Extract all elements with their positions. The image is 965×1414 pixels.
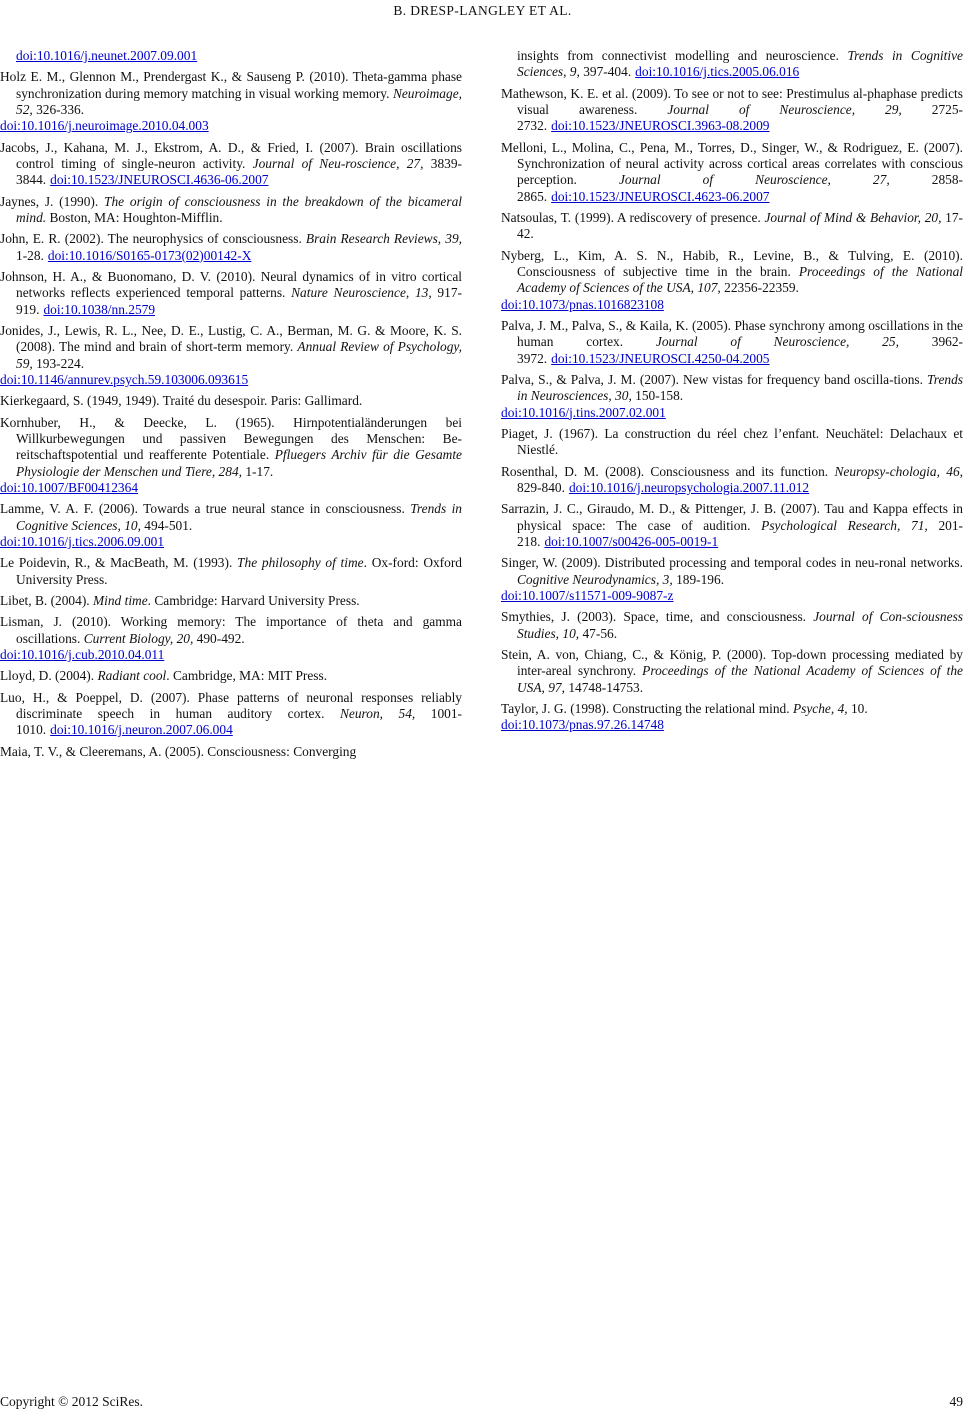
reference-italic-text: Nature Neuroscience, 13, bbox=[291, 285, 432, 301]
reference-text: 494-501. bbox=[140, 517, 193, 533]
reference-text: Kierkegaard, S. (1949, 1949). Traité du desespoir. Paris: Gallimard. bbox=[0, 393, 363, 409]
doi-link[interactable]: doi:10.1073/pnas.97.26.14748 bbox=[501, 717, 664, 733]
reference-entry bbox=[0, 501, 462, 550]
doi-link[interactable]: doi:10.1016/j.neuropsychologia.2007.11.012 bbox=[568, 479, 810, 495]
reference-text: Palva, S., & Palva, J. M. (2007). New vistas for frequency band oscilla-tions. bbox=[501, 371, 928, 387]
reference-text: Smythies, J. (2003). Space, time, and consciousness. bbox=[501, 609, 814, 625]
reference-text: Le Poidevin, R., & MacBeath, M. (1993). bbox=[0, 555, 238, 571]
reference-entry bbox=[0, 48, 462, 64]
reference-entry bbox=[0, 744, 462, 760]
reference-text: insights from connectivist modelling and neuroscience. bbox=[517, 48, 848, 63]
reference-text: Piaget, J. (1967). La construction du réel chez l’enfant. Neuchätel: Delachaux et Niestlé. bbox=[501, 425, 963, 458]
reference-text: Singer, W. (2009). Distributed processing and temporal codes in neu-ronal networks. bbox=[501, 555, 963, 571]
reference-text: Melloni, L., Molina, C., Pena, M., Torres, D., Singer, W., & Rodriguez, E. (2007). Synchronization of neural activity across cortical areas correlates with conscious perception. bbox=[501, 139, 963, 188]
reference-text: 201-218. bbox=[517, 517, 963, 549]
reference-italic-text: Neuropsy-chologia, 46, bbox=[834, 463, 963, 479]
reference-text: Johnson, H. A., & Buonomano, D. V. (2010). Neural dynamics of in vitro cortical networks reflects experienced temporal patterns. bbox=[0, 269, 462, 301]
reference-text: John, E. R. (2002). The neurophysics of consciousness. bbox=[0, 231, 306, 247]
reference-italic-text: The philosophy of time bbox=[237, 555, 364, 571]
reference-entry bbox=[0, 231, 462, 264]
reference-text: Mathewson, K. E. et al. (2009). To see or not to see: Prestimulus al-phaphase predicts visual awareness. bbox=[501, 85, 963, 117]
reference-entry bbox=[0, 69, 462, 134]
reference-italic-text: Annual Review of Psychology, 59, bbox=[16, 339, 462, 371]
reference-text: Kornhuber, H., & Deecke, L. (1965). Hirnpotentialänderungen bei Willkurbewegungen und passiven Bewegungen des Menschen: Be-reitschaftspotential und reafferente Potentiale. bbox=[0, 414, 462, 463]
reference-entry bbox=[501, 609, 963, 642]
reference-text: Natsoulas, T. (1999). A rediscovery of presence. bbox=[501, 209, 765, 225]
reference-text: Lisman, J. (2010). Working memory: The importance of theta and gamma oscillations. bbox=[0, 614, 462, 646]
reference-italic-text: Journal of Neu-roscience, 27, bbox=[252, 155, 424, 171]
reference-entry bbox=[0, 668, 462, 684]
reference-text: 326-336. bbox=[32, 101, 85, 117]
doi-link[interactable]: doi:10.1016/j.neuroimage.2010.04.003 bbox=[0, 118, 209, 134]
doi-link[interactable]: doi:10.1523/JNEUROSCI.4636-06.2007 bbox=[50, 172, 269, 188]
reference-italic-text: Psychological Research, 71, bbox=[761, 517, 928, 533]
reference-text: 2725-2732. bbox=[517, 101, 963, 134]
doi-link[interactable]: doi:10.1523/JNEUROSCI.4250-04.2005 bbox=[551, 350, 770, 366]
reference-italic-text: Mind time bbox=[92, 592, 148, 608]
reference-italic-text: Pfluegers Archiv für die Gesamte Physiologie der Menschen und Tiere, 284, bbox=[16, 447, 462, 479]
reference-entry bbox=[501, 555, 963, 604]
reference-italic-text: Trends in Cognitive Sciences, 10, bbox=[16, 501, 462, 533]
reference-entry bbox=[501, 701, 963, 734]
reference-italic-text: Proceedings of the National Academy of Sciences of the USA, 97, bbox=[517, 663, 964, 695]
doi-link[interactable]: doi:10.1007/s11571-009-9087-z bbox=[501, 587, 674, 603]
reference-text: . Cambridge, MA: MIT Press. bbox=[166, 668, 328, 684]
right-column bbox=[501, 48, 963, 739]
left-column bbox=[0, 48, 462, 765]
reference-entry bbox=[501, 140, 963, 205]
reference-text: Jonides, J., Lewis, R. L., Nee, D. E., Lustig, C. A., Berman, M. G. & Moore, K. S. (2008). The mind and brain of short-term memory. bbox=[0, 323, 462, 355]
running-header: B. DRESP-LANGLEY ET AL. bbox=[393, 3, 572, 18]
doi-link[interactable]: doi:10.1016/j.neunet.2007.09.001 bbox=[16, 48, 198, 63]
reference-text: Libet, B. (2004). bbox=[0, 592, 93, 608]
reference-text: 1-28. bbox=[16, 247, 44, 263]
doi-link[interactable]: doi:10.1016/j.cub.2010.04.011 bbox=[0, 646, 165, 662]
doi-link[interactable]: doi:10.1016/j.tics.2006.09.001 bbox=[0, 533, 165, 549]
reference-entry bbox=[0, 690, 462, 739]
reference-text: Jacobs, J., Kahana, M. J., Ekstrom, A. D., & Fried, I. (2007). Brain oscillations control timing of single-neuron activity. bbox=[0, 139, 462, 171]
doi-link[interactable]: doi:10.1523/JNEUROSCI.4623-06.2007 bbox=[551, 188, 770, 204]
reference-italic-text: Brain Research Reviews, 39, bbox=[305, 231, 462, 247]
reference-entry bbox=[501, 318, 963, 367]
doi-link[interactable]: doi:10.1523/JNEUROSCI.3963-08.2009 bbox=[551, 118, 770, 134]
reference-italic-text: Journal of Neuroscience, 29, bbox=[667, 101, 902, 117]
reference-entry bbox=[501, 48, 963, 81]
reference-entry bbox=[501, 501, 963, 550]
reference-italic-text: Radiant cool bbox=[97, 668, 167, 684]
reference-entry bbox=[501, 464, 963, 497]
reference-text: 17-42. bbox=[517, 209, 963, 242]
reference-entry bbox=[501, 372, 963, 421]
reference-text: . Ox-ford: Oxford University Press. bbox=[16, 555, 462, 587]
reference-entry bbox=[0, 323, 462, 388]
reference-entry bbox=[0, 393, 462, 409]
reference-text: 1-17. bbox=[242, 463, 274, 479]
reference-text: 47-56. bbox=[579, 625, 618, 641]
reference-entry bbox=[501, 210, 963, 243]
reference-text: 14748-14753. bbox=[564, 679, 644, 695]
reference-text: Taylor, J. G. (1998). Constructing the relational mind. bbox=[501, 700, 793, 716]
reference-text: 189-196. bbox=[672, 571, 725, 587]
page-number: 49 bbox=[949, 1394, 963, 1409]
reference-entry bbox=[0, 415, 462, 496]
reference-text: Rosenthal, D. M. (2008). Consciousness and its function. bbox=[501, 463, 835, 479]
doi-link[interactable]: doi:10.1146/annurev.psych.59.103006.093615 bbox=[0, 371, 249, 387]
reference-text: 150-158. bbox=[631, 388, 684, 404]
reference-text: 3962-3972. bbox=[517, 334, 963, 366]
reference-text: 22356-22359. bbox=[720, 280, 799, 296]
reference-entry bbox=[0, 593, 462, 609]
reference-entry bbox=[0, 269, 462, 318]
doi-link[interactable]: doi:10.1016/S0165-0173(02)00142-X bbox=[47, 247, 252, 263]
doi-link[interactable]: doi:10.1073/pnas.1016823108 bbox=[501, 296, 664, 312]
reference-text: Palva, J. M., Palva, S., & Kaila, K. (2005). Phase synchrony among oscillations in the human cortex. bbox=[501, 317, 963, 350]
reference-entry bbox=[0, 555, 462, 588]
reference-text: Holz E. M., Glennon M., Prendergast K., & Sauseng P. (2010). Theta-gamma phase synchronization during memory matching in visual working memory. bbox=[0, 69, 462, 101]
reference-italic-text: Current Biology, 20, bbox=[83, 630, 194, 646]
reference-entry bbox=[501, 248, 963, 313]
reference-text: Jaynes, J. (1990). bbox=[0, 193, 104, 209]
reference-italic-text: Neuron, 54, bbox=[339, 706, 416, 721]
reference-italic-text: Journal of Neuroscience, 27, bbox=[618, 172, 890, 188]
reference-entry bbox=[0, 194, 462, 227]
reference-text: 490-492. bbox=[193, 630, 245, 646]
reference-text: Boston, MA: Houghton-Mifflin. bbox=[46, 209, 223, 225]
reference-text: Stein, A. von, Chiang, C., & König, P. (2000). Top-down processing mediated by inter-areal synchrony. bbox=[501, 646, 963, 679]
reference-text: Nyberg, L., Kim, A. S. N., Habib, R., Levine, B., & Tulving, E. (2010). Consciousness of subjective time in the brain. bbox=[501, 247, 963, 279]
reference-italic-text: Journal of Con-sciousness Studies, 10, bbox=[517, 609, 963, 641]
doi-link[interactable]: doi:10.1007/s00426-005-0019-1 bbox=[544, 533, 719, 549]
reference-italic-text: Journal of Neuroscience, 25, bbox=[655, 334, 899, 350]
reference-entry bbox=[501, 86, 963, 135]
reference-italic-text: Cognitive Neurodynamics, 3, bbox=[517, 571, 673, 587]
reference-italic-text: Journal of Mind & Behavior, 20, bbox=[764, 209, 942, 225]
reference-text: 829-840. bbox=[517, 479, 565, 495]
reference-text: 3839-3844. bbox=[16, 155, 462, 188]
reference-italic-text: Trends in Neurosciences, 30, bbox=[517, 371, 963, 404]
reference-text: Lamme, V. A. F. (2006). Towards a true neural stance in consciousness. bbox=[0, 501, 411, 517]
doi-link[interactable]: doi:10.1016/j.neuron.2007.06.004 bbox=[50, 722, 233, 738]
reference-text: 1001-1010. bbox=[16, 706, 463, 738]
doi-link[interactable]: doi:10.1016/j.tics.2005.06.016 bbox=[635, 64, 800, 80]
reference-text: 10. bbox=[847, 700, 868, 716]
reference-entry bbox=[0, 614, 462, 663]
reference-italic-text: The origin of consciousness in the breakdown of the bicameral mind. bbox=[16, 193, 462, 225]
reference-italic-text: Psyche, 4, bbox=[792, 700, 848, 716]
reference-text: 917-919. bbox=[16, 285, 462, 317]
reference-text: Maia, T. V., & Cleeremans, A. (2005). Consciousness: Converging bbox=[0, 743, 357, 759]
reference-entry bbox=[0, 140, 462, 189]
reference-text: 2858-2865. bbox=[517, 172, 963, 204]
copyright-footer: Copyright © 2012 SciRes. bbox=[0, 1394, 144, 1409]
reference-italic-text: Trends in Cognitive Sciences, 9, bbox=[517, 48, 963, 80]
reference-text: Lloyd, D. (2004). bbox=[0, 668, 98, 684]
doi-link[interactable]: doi:10.1016/j.tins.2007.02.001 bbox=[501, 404, 666, 420]
reference-italic-text: Neuroimage, 52, bbox=[16, 85, 462, 117]
reference-entry bbox=[501, 426, 963, 459]
doi-link[interactable]: doi:10.1007/BF00412364 bbox=[0, 479, 139, 495]
doi-link[interactable]: doi:10.1038/nn.2579 bbox=[43, 301, 156, 317]
reference-text: Luo, H., & Poeppel, D. (2007). Phase patterns of neuronal responses reliably discriminate speech in human auditory cortex. bbox=[0, 689, 462, 721]
reference-text: 397-404. bbox=[579, 64, 632, 80]
reference-text: Sarrazin, J. C., Giraudo, M. D., & Pittenger, J. B. (2007). Tau and Kappa effects in physical space: The case of audition. bbox=[501, 501, 963, 533]
reference-text: 193-224. bbox=[32, 355, 85, 371]
reference-entry bbox=[501, 647, 963, 696]
reference-text: . Cambridge: Harvard University Press. bbox=[147, 592, 360, 608]
reference-italic-text: Proceedings of the National Academy of Sciences of the USA, 107, bbox=[517, 263, 963, 296]
